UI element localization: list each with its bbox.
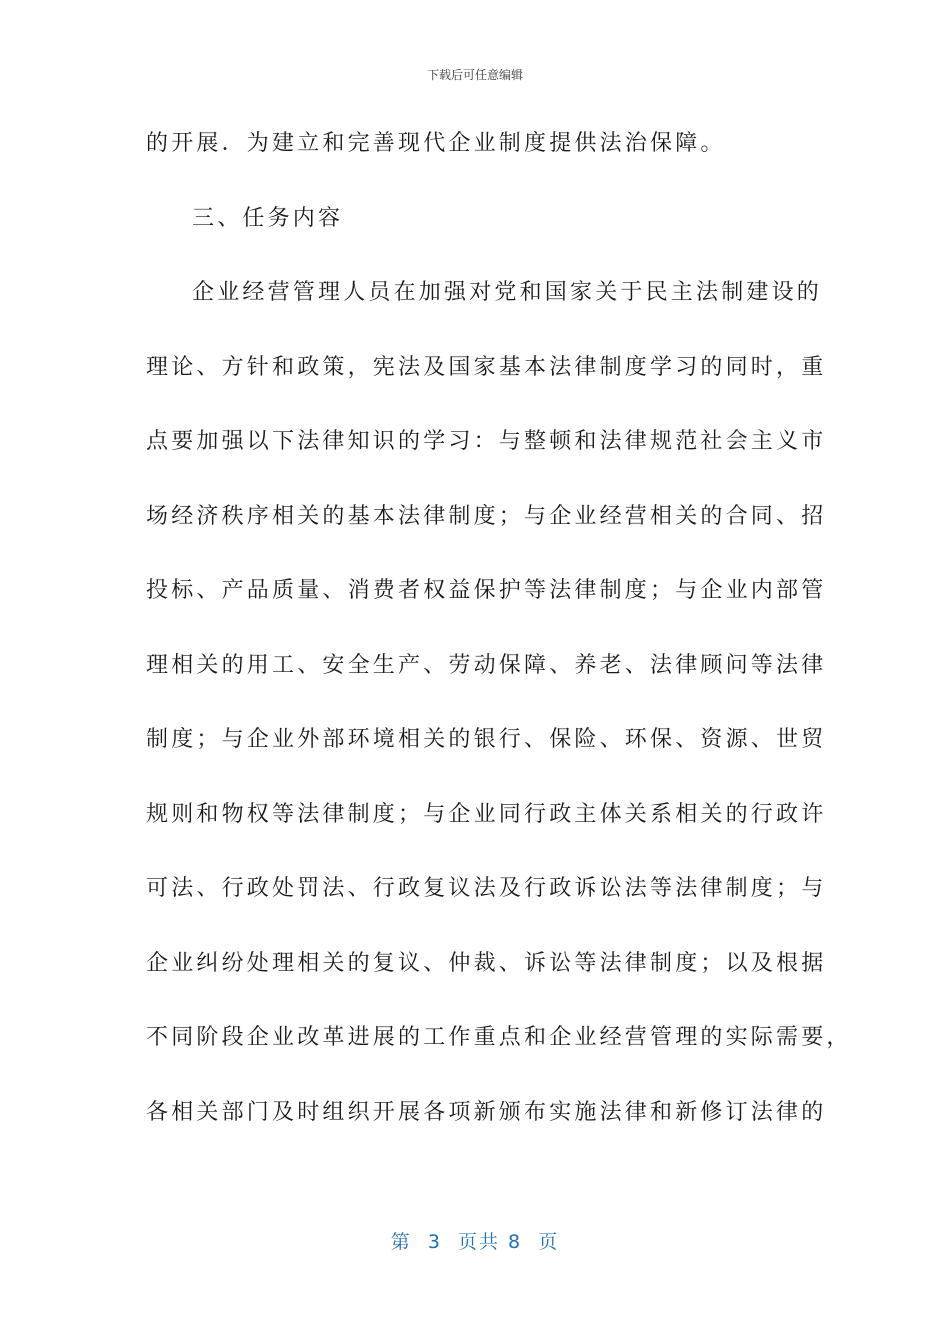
text-line: 投标、产品质量、消费者权益保护等法律制度；与企业内部管 [146, 578, 827, 603]
text-line: 理相关的用工、安全生产、劳动保障、养老、法律顾问等法律 [146, 652, 827, 678]
text-line: 各相关部门及时组织开展各项新颁布实施法律和新修订法律的 [146, 1099, 827, 1125]
document-body [146, 124, 852, 1167]
page-number-footer: 第 3 页共 8 页 [390, 1231, 560, 1253]
text-line: 理论、方针和政策，宪法及国家基本法律制度学习的同时，重 [146, 354, 827, 380]
text-line: 可法、行政处罚法、行政复议法及行政诉讼法等法律制度；与 [146, 876, 827, 901]
page-header: 下载后可任意编辑 [426, 68, 523, 82]
text-line: 规则和物权等法律制度；与企业同行政主体关系相关的行政许 [146, 801, 827, 827]
text-line: 点要加强以下法律知识的学习：与整顿和法律规范社会主义市 [146, 429, 827, 454]
section-heading: 三、任务内容 [192, 205, 344, 231]
text-line: 制度；与企业外部环境相关的银行、保险、环保、资源、世贸 [146, 727, 827, 752]
text-line: 不同阶段企业改革进展的工作重点和企业经营管理的实际需要， [146, 1025, 852, 1050]
text-line: 企业纠纷处理相关的复议、仲裁、诉讼等法律制度；以及根据 [146, 950, 827, 976]
text-line: 场经济秩序相关的基本法律制度；与企业经营相关的合同、招 [146, 503, 827, 529]
text-line: 企业经营管理人员在加强对党和国家关于民主法制建设的 [192, 280, 823, 305]
text-line: 的开展．为建立和完善现代企业制度提供法治保障。 [146, 131, 726, 156]
